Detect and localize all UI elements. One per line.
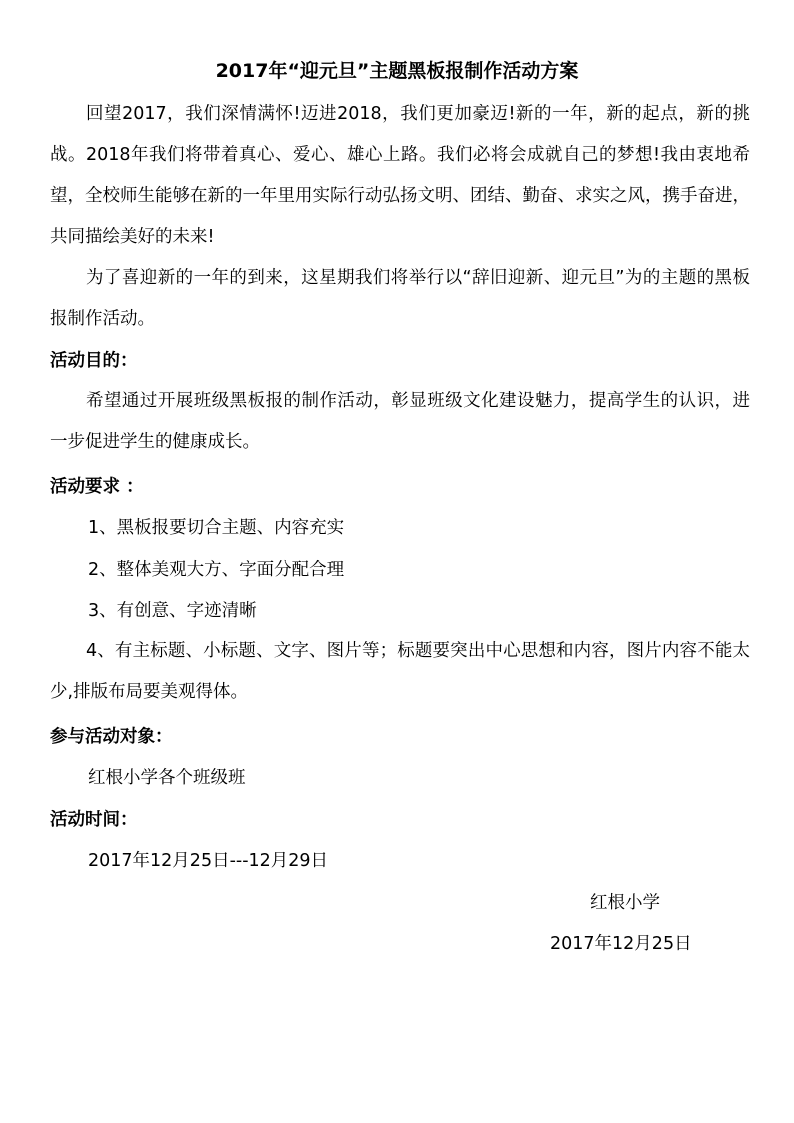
requirement-item-3: 3、有创意、字迹清晰 (88, 601, 257, 621)
intro-paragraph-2: 为了喜迎新的一年的到来，这星期我们将举行以“辞旧迎新、迎元旦”为的主题的黑板报制作活动。 (50, 268, 750, 329)
requirement-item-1: 1、黑板报要切合主题、内容充实 (88, 518, 345, 538)
time-text: 2017年12月25日---12月29日 (88, 851, 329, 871)
purpose-text: 希望通过开展班级黑板报的制作活动，彰显班级文化建设魅力，提高学生的认识，进一步促进学生的健康成长。 (50, 391, 750, 452)
document-title: 2017年“迎元旦”主题黑板报制作活动方案 (215, 60, 579, 82)
participants-heading: 参与活动对象： (50, 727, 173, 747)
signature-date: 2017年12月25日 (550, 934, 692, 954)
requirement-item-2: 2、整体美观大方、字面分配合理 (88, 560, 345, 580)
requirement-item-4: 4、有主标题、小标题、文字、图片等；标题要突出中心思想和内容，图片内容不能太少,排版布局要美观得体。 (50, 641, 750, 702)
requirements-heading: 活动要求 ： (50, 477, 144, 497)
participants-text: 红根小学各个班级班 (88, 768, 246, 788)
time-heading: 活动时间： (50, 810, 138, 830)
intro-paragraph-1: 回望2017，我们深情满怀!迈进2018，我们更加豪迈!新的一年，新的起点，新的挑战。2018年我们将带着真心、爱心、雄心上路。我们必将会成就自己的梦想!我由衷地希望，全校师生能够在新的一年里用实际行动弘扬文明、团结、勤奋、求实之风，携手奋进，共同描绘美好的未来! (50, 104, 750, 247)
purpose-heading: 活动目的： (50, 351, 138, 371)
signature-organization: 红根小学 (590, 893, 660, 913)
